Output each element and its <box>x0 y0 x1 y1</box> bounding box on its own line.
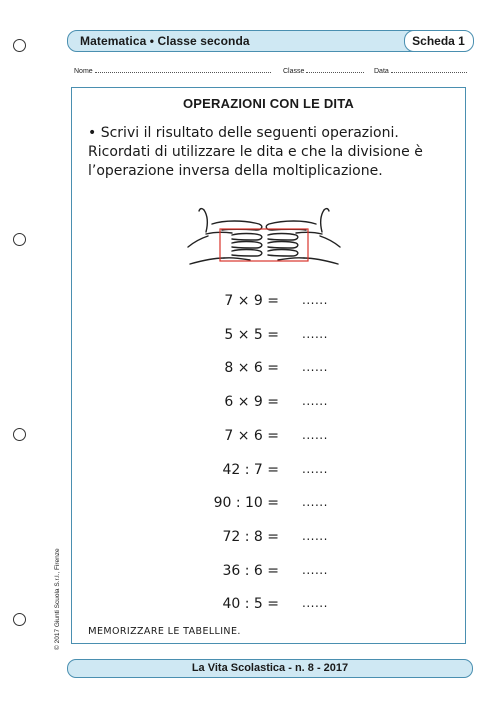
operation-expression: 8 × 6 = <box>224 360 279 377</box>
operation-row <box>72 529 465 549</box>
name-field[interactable] <box>74 66 271 75</box>
operations-list <box>72 88 465 643</box>
operation-expression: 90 : 10 = <box>213 495 279 512</box>
subject-label: Matematica • Classe seconda <box>80 34 250 48</box>
memo-rest: EMORIZZARE LE TABELLINE. <box>97 626 241 637</box>
worksheet-box <box>71 87 466 644</box>
binder-hole-icon <box>13 233 26 246</box>
memo-initial: M <box>88 626 98 637</box>
answer-blank[interactable]: ...... <box>302 293 328 307</box>
operation-row <box>72 293 465 313</box>
operation-row <box>72 563 465 583</box>
instructions-text: • Scrivi il risultato delle seguenti operazioni. Ricordati di utilizzare le dita e che la divisione è l’operazione inversa della moltiplicazione. <box>88 125 423 179</box>
binder-hole-icon <box>13 613 26 626</box>
binder-hole-icon <box>13 428 26 441</box>
operation-expression: 7 × 6 = <box>224 427 279 444</box>
answer-blank[interactable]: ...... <box>302 427 328 442</box>
sheet-label: Scheda 1 <box>404 30 474 52</box>
class-field[interactable] <box>283 66 364 75</box>
answer-blank[interactable]: ...... <box>302 461 328 476</box>
class-label: Classe <box>283 68 305 75</box>
date-label: Data <box>374 68 389 75</box>
operation-row <box>72 596 465 616</box>
operation-row <box>72 462 465 482</box>
memo-text <box>88 626 241 637</box>
operation-row <box>72 327 465 347</box>
date-field[interactable] <box>374 66 467 75</box>
answer-blank[interactable]: ...... <box>302 562 328 577</box>
operation-expression: 42 : 7 = <box>222 461 279 478</box>
binder-hole-icon <box>13 39 26 52</box>
operation-expression: 7 × 9 = <box>224 293 279 309</box>
operation-expression: 6 × 9 = <box>224 394 279 411</box>
operation-row <box>72 495 465 515</box>
operation-expression: 72 : 8 = <box>222 528 279 545</box>
operation-expression: 40 : 5 = <box>222 596 279 613</box>
answer-blank[interactable]: ...... <box>302 528 328 543</box>
operation-row <box>72 360 465 380</box>
page-title: OPERAZIONI CON LE DITA <box>183 96 354 111</box>
header-bar <box>67 30 473 52</box>
operation-row <box>72 394 465 414</box>
operation-expression: 5 × 5 = <box>224 326 279 343</box>
operation-expression: 36 : 6 = <box>222 562 279 579</box>
name-label: Nome <box>74 68 93 75</box>
copyright-text: © 2017 Giunti Scuola S.r.l., Firenze <box>54 548 61 650</box>
footer-bar: La Vita Scolastica - n. 8 - 2017 <box>67 659 473 678</box>
answer-blank[interactable]: ...... <box>302 326 328 341</box>
answer-blank[interactable]: ...... <box>302 596 328 611</box>
answer-blank[interactable]: ...... <box>302 495 328 510</box>
answer-blank[interactable]: ...... <box>302 394 328 409</box>
operation-row <box>72 428 465 448</box>
answer-blank[interactable]: ...... <box>302 360 328 375</box>
